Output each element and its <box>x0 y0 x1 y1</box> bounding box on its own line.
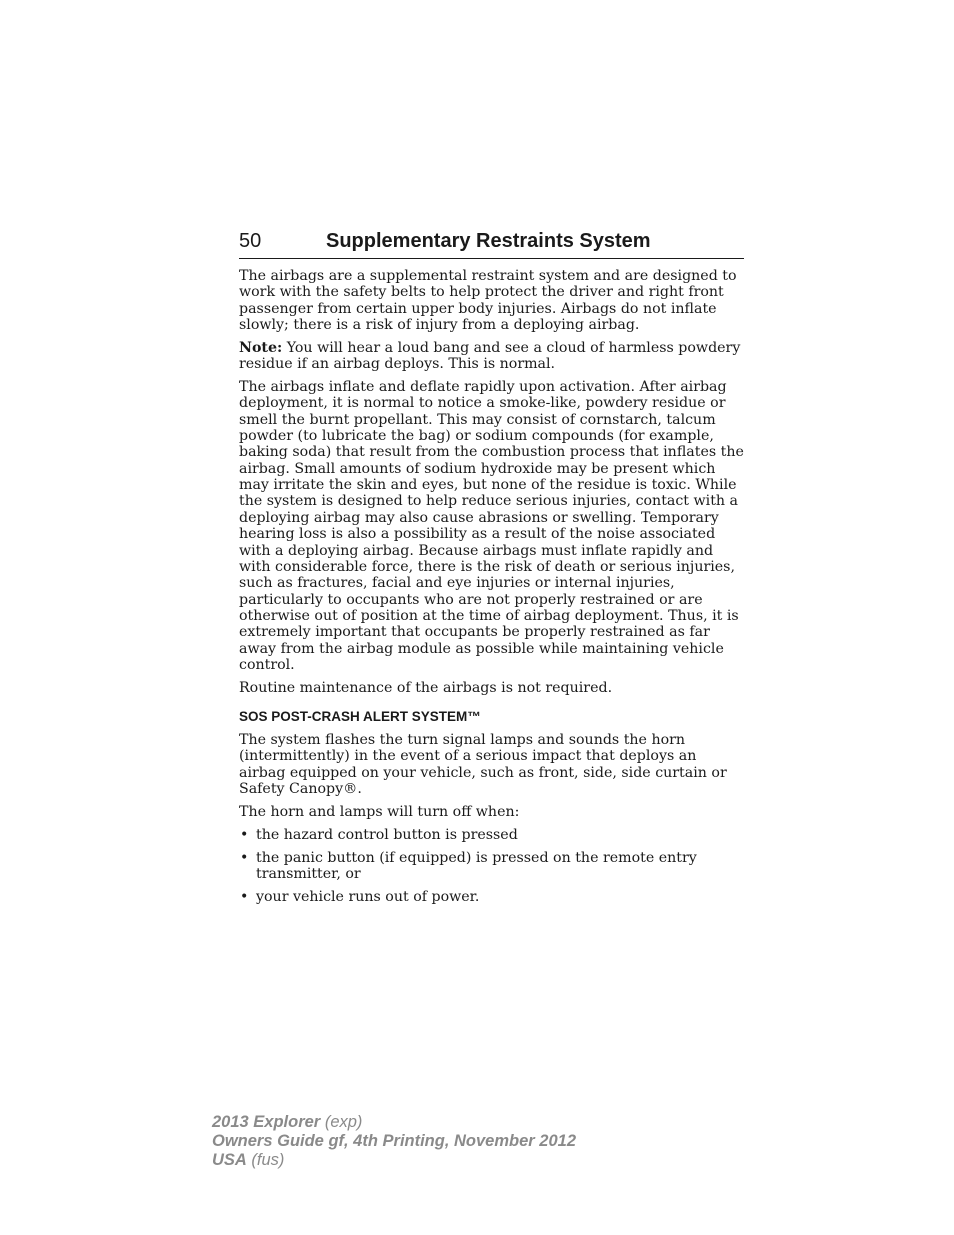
list-item-text: your vehicle runs out of power. <box>256 888 480 905</box>
bullet-icon: • <box>240 826 249 843</box>
note-label: Note: <box>239 339 283 356</box>
section-title: Supplementary Restraints System <box>326 230 651 252</box>
paragraph-sos-system: The system flashes the turn signal lamps and sounds the horn (intermittently) in the event of a serious impact that deploys an airbag equipped on your vehicle, such as front, side, side curtain or Safety Canopy®. <box>239 732 727 798</box>
page-header <box>239 228 744 259</box>
page-number: 50 <box>239 230 262 252</box>
list-item <box>239 850 744 883</box>
list-item-text: the hazard control button is pressed <box>256 826 518 843</box>
bullet-icon: • <box>240 849 249 866</box>
paragraph-deployment: The airbags inflate and deflate rapidly upon activation. After airbag deployment, it is normal to notice a smoke-like, powdery residue or smell the burnt propellant. This may consist of cornstarch, talcum powder (to lubricate the bag) or sodium compounds (for example, baking soda) that result from the combustion process that inflates the airbag. Small amounts of sodium hydroxide may be present which may irritate the skin and eyes, but none of the residue is toxic. While the system is designed to help reduce serious injuries, contact with a deploying airbag may also cause abrasions or swelling. Temporary hearing loss is also a possibility as a result of the noise associated with a deploying airbag. Because airbags must inflate rapidly and with considerable force, there is the risk of death or serious injuries, such as fractures, facial and eye injuries or internal injuries, particularly to occupants who are not properly restrained or are otherwise out of position at the time of airbag deployment. Thus, it is extremely important that occupants be properly restrained as far away from the airbag module as possible while maintaining vehicle control. <box>239 379 744 673</box>
main-content <box>239 268 744 912</box>
page-footer <box>212 1113 576 1170</box>
footer-model-code: (exp) <box>320 1113 363 1131</box>
footer-market-code: (fus) <box>246 1151 285 1169</box>
bullet-list <box>239 827 744 905</box>
paragraph-intro: The airbags are a supplemental restraint system and are designed to work with the safety belts to help protect the driver and right front passenger from certain upper body injuries. Airbags do not inflate slowly; there is a risk of injury from a deploying airbag. <box>239 268 737 334</box>
footer-line-market <box>212 1151 576 1170</box>
section-subheading: SOS POST-CRASH ALERT SYSTEM™ <box>239 709 481 725</box>
footer-line-printing: Owners Guide gf, 4th Printing, November 2012 <box>212 1132 576 1150</box>
paragraph-turn-off: The horn and lamps will turn off when: <box>239 803 520 820</box>
list-item <box>239 889 744 905</box>
footer-line-model <box>212 1113 576 1132</box>
footer-model-name: 2013 Explorer <box>212 1113 321 1131</box>
paragraph-maintenance: Routine maintenance of the airbags is not required. <box>239 679 613 696</box>
note-text: You will hear a loud bang and see a cloud of harmless powdery residue if an airbag deploys. This is normal. <box>239 339 741 373</box>
list-item <box>239 827 744 843</box>
footer-market-name: USA <box>212 1151 247 1169</box>
list-item-text: the panic button (if equipped) is pressed on the remote entry transmitter, or <box>256 849 697 882</box>
note-paragraph <box>239 340 744 373</box>
bullet-icon: • <box>240 888 249 905</box>
